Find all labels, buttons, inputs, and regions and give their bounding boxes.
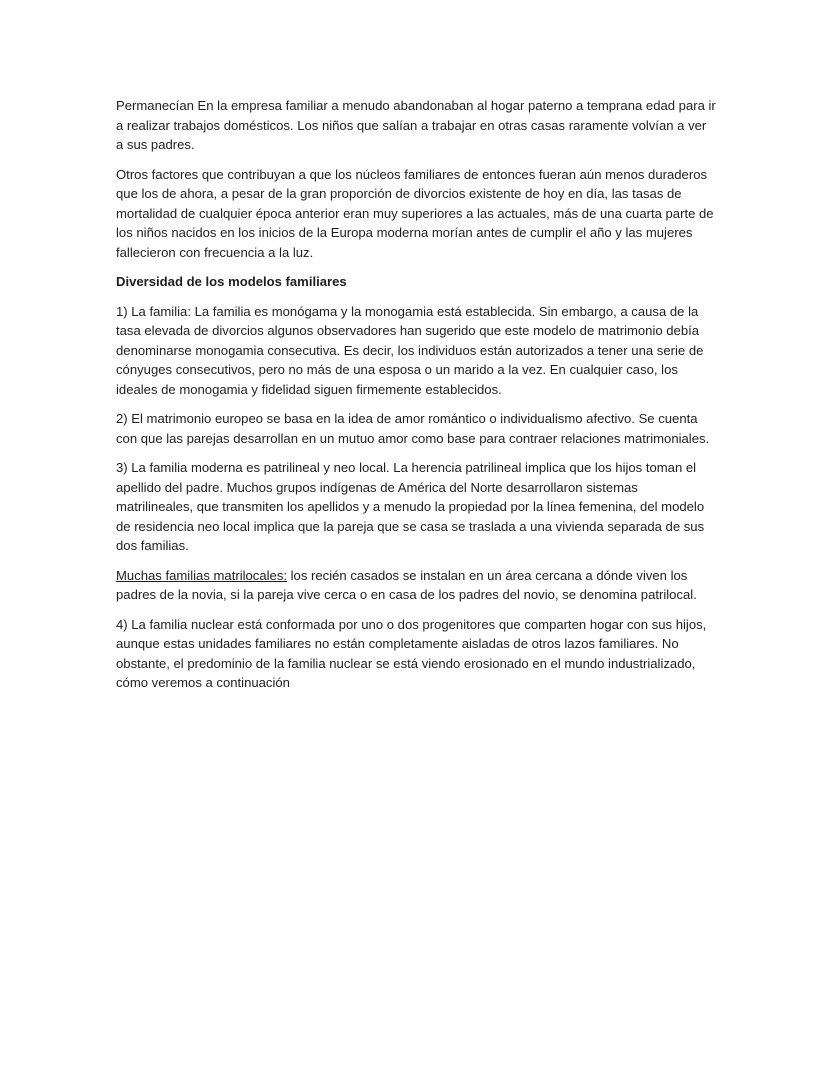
matrilocal-text: los recién casados se instalan en un área cercana a dónde viven los padres de la novia, si la pareja vive cerca o en casa de los padres del novio, se denomina patrilocal.: [116, 567, 697, 602]
paragraph-matrilocal: [116, 566, 716, 605]
list-item-3: 3) La familia moderna es patrilineal y neo local. La herencia patrilineal implica que los hijos toman el apellido del padre. Muchos grupos indígenas de América del Norte desarrollaron sistemas matrilineales, que transmiten los apellidos y a menudo la propiedad por la línea femenina, del modelo de residencia neo local implica que la pareja que se casa se traslada a una vivienda separada de sus dos familias.: [116, 460, 705, 553]
list-item-4: 4) La familia nuclear está conformada por uno o dos progenitores que comparten hogar con sus hijos, aunque estas unidades familiares no están completamente aisladas de otros lazos familiares. No obstante, el predominio de la familia nuclear se está viendo erosionado en el mundo industrializado, cómo veremos a continuación: [116, 616, 707, 690]
document-page: [116, 96, 716, 703]
matrilocal-label: Muchas familias matrilocales:: [116, 567, 287, 583]
list-item-2: 2) El matrimonio europeo se basa en la idea de amor romántico o individualismo afectivo. Se cuenta con que las parejas desarrollan en un mutuo amor como base para contraer relaciones matrimoniales.: [116, 411, 710, 446]
section-heading: Diversidad de los modelos familiares: [116, 274, 347, 289]
list-item-1: 1) La familia: La familia es monógama y la monogamia está establecida. Sin embargo, a causa de la tasa elevada de divorcios algunos observadores han sugerido que este modelo de matrimonio debía denominarse monogamia consecutiva. Es decir, los individuos están autorizados a tener una serie de cónyuges consecutivos, pero no más de una esposa o un marido a la vez. En cualquier caso, los ideales de monogamia y fidelidad siguen firmemente establecidos.: [116, 303, 704, 397]
paragraph-intro: Permanecían En la empresa familiar a menudo abandonaban al hogar paterno a temprana edad para ir a realizar trabajos domésticos. Los niños que salían a trabajar en otras casas raramente volvían a ver a sus padres.: [116, 98, 716, 152]
paragraph-factors: Otros factores que contribuyan a que los núcleos familiares de entonces fueran aún menos duraderos que los de ahora, a pesar de la gran proporción de divorcios existente de hoy en día, las tasas de mortalidad de cualquier época anterior eran muy superiores a las actuales, más de una cuarta parte de los niños nacidos en los inicios de la Europa moderna morían antes de cumplir el año y las mujeres fallecieron con frecuencia a la luz.: [116, 166, 714, 260]
